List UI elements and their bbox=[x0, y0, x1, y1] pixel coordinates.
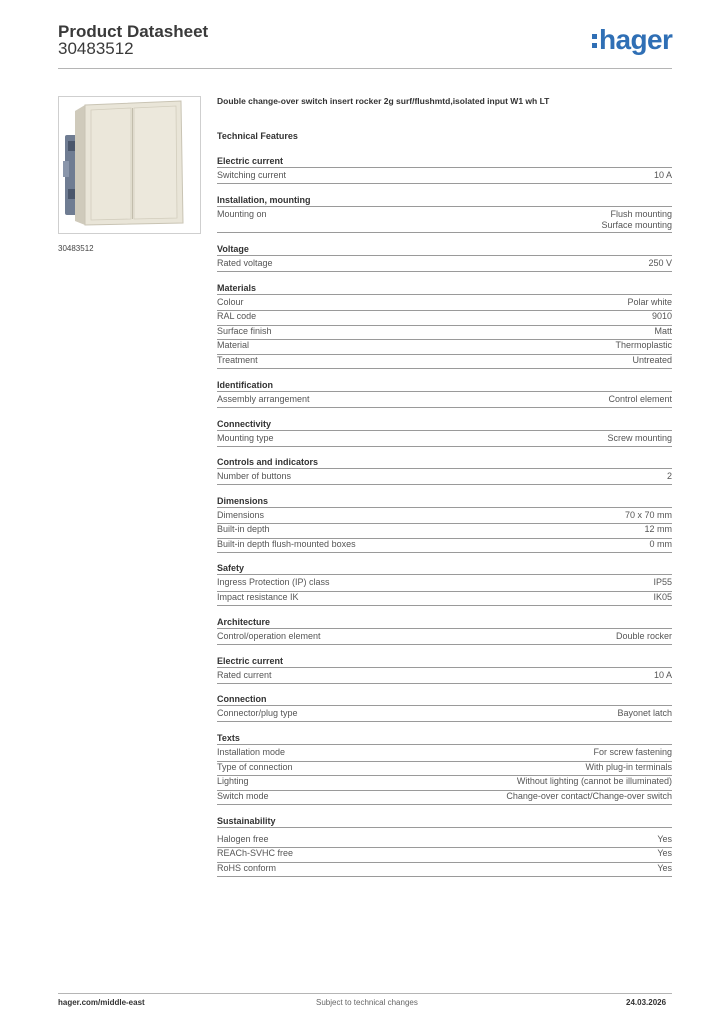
spec-value: 12 mm bbox=[644, 524, 672, 534]
spec-value: Yes bbox=[657, 863, 672, 873]
spec-row bbox=[217, 326, 672, 340]
spec-row bbox=[217, 848, 672, 863]
spec-value: Untreated bbox=[632, 355, 672, 365]
spec-row bbox=[217, 834, 672, 848]
logo-colon-icon bbox=[592, 31, 597, 48]
spec-label: Mounting type bbox=[217, 433, 274, 443]
section-title-texts: Texts bbox=[217, 733, 672, 745]
spec-value bbox=[601, 209, 672, 232]
page-title: Product Datasheet bbox=[58, 22, 209, 41]
spec-label: Assembly arrangement bbox=[217, 394, 310, 404]
spec-label: Mounting on bbox=[217, 209, 267, 219]
spec-label: Built-in depth flush-mounted boxes bbox=[217, 539, 356, 549]
spec-label: Installation mode bbox=[217, 747, 286, 757]
spec-label: Dimensions bbox=[217, 510, 265, 520]
product-description: Double change-over switch insert rocker 2g surf/flushmtd,isolated input W1 wh LT bbox=[217, 96, 550, 106]
product-image bbox=[58, 96, 201, 234]
footer-website: hager.com/middle-east bbox=[58, 998, 145, 1007]
spec-value: Polar white bbox=[627, 297, 672, 307]
spec-label: Surface finish bbox=[217, 326, 272, 336]
spec-label: Control/operation element bbox=[217, 631, 321, 641]
section-title-voltage: Voltage bbox=[217, 244, 672, 256]
section-title-connectivity: Connectivity bbox=[217, 419, 672, 431]
spec-row bbox=[217, 258, 672, 272]
spec-value: 10 A bbox=[653, 670, 672, 680]
spec-label: Rated voltage bbox=[217, 258, 273, 268]
spec-row bbox=[217, 708, 672, 722]
hager-logo bbox=[592, 26, 672, 54]
logo-text: hager bbox=[599, 24, 673, 55]
section-title-electric-current: Electric current bbox=[217, 156, 672, 168]
spec-label: REACh-SVHC free bbox=[217, 848, 294, 858]
spec-label: Type of connection bbox=[217, 762, 293, 772]
section-title-sustainability: Sustainability bbox=[217, 816, 672, 828]
spec-value: 70 x 70 mm bbox=[624, 510, 672, 520]
spec-row bbox=[217, 311, 672, 326]
spec-label: Material bbox=[217, 340, 250, 350]
spec-value: Without lighting (cannot be illuminated) bbox=[516, 776, 672, 786]
section-title-identification: Identification bbox=[217, 380, 672, 392]
spec-label: Switch mode bbox=[217, 791, 269, 801]
spec-value: 0 mm bbox=[649, 539, 672, 549]
spec-value: Screw mounting bbox=[607, 433, 672, 443]
spec-value: 2 bbox=[666, 471, 672, 481]
section-title-controls: Controls and indicators bbox=[217, 457, 672, 469]
spec-row bbox=[217, 776, 672, 791]
technical-features-heading: Technical Features bbox=[217, 131, 298, 141]
spec-value: Yes bbox=[657, 834, 672, 844]
spec-value: Change-over contact/Change-over switch bbox=[506, 791, 672, 801]
section-title-architecture: Architecture bbox=[217, 617, 672, 629]
spec-label: RoHS conform bbox=[217, 863, 277, 873]
footer-notice: Subject to technical changes bbox=[316, 998, 418, 1007]
spec-row bbox=[217, 747, 672, 762]
header-divider bbox=[58, 68, 672, 69]
spec-value-line: Flush mounting bbox=[610, 209, 672, 219]
spec-label: Lighting bbox=[217, 776, 249, 786]
spec-row bbox=[217, 577, 672, 592]
section-title-materials: Materials bbox=[217, 283, 672, 295]
spec-label: Ingress Protection (IP) class bbox=[217, 577, 330, 587]
spec-value: Matt bbox=[654, 326, 672, 336]
footer-date: 24.03.2026 bbox=[626, 998, 667, 1007]
spec-value: Yes bbox=[657, 848, 672, 858]
spec-row bbox=[217, 863, 672, 877]
spec-row bbox=[217, 355, 672, 369]
product-number: 30483512 bbox=[58, 39, 134, 58]
section-title-connection: Connection bbox=[217, 694, 672, 706]
spec-label: Impact resistance IK bbox=[217, 592, 299, 602]
spec-row bbox=[217, 631, 672, 645]
spec-label: Halogen free bbox=[217, 834, 269, 844]
spec-label: Switching current bbox=[217, 170, 287, 180]
spec-label: RAL code bbox=[217, 311, 257, 321]
section-title-dimensions: Dimensions bbox=[217, 496, 672, 508]
spec-row bbox=[217, 670, 672, 684]
spec-row bbox=[217, 524, 672, 539]
spec-value: Bayonet latch bbox=[617, 708, 672, 718]
image-caption: 30483512 bbox=[58, 244, 94, 253]
spec-label: Number of buttons bbox=[217, 471, 292, 481]
spec-row bbox=[217, 762, 672, 776]
spec-row bbox=[217, 471, 672, 485]
spec-value: With plug-in terminals bbox=[585, 762, 672, 772]
spec-value: IK05 bbox=[653, 592, 672, 602]
spec-value: Double rocker bbox=[615, 631, 672, 641]
spec-label: Colour bbox=[217, 297, 244, 307]
spec-row bbox=[217, 394, 672, 408]
switch-product-icon bbox=[59, 97, 200, 233]
section-title-electric-current-2: Electric current bbox=[217, 656, 672, 668]
spec-label: Treatment bbox=[217, 355, 258, 365]
spec-row bbox=[217, 340, 672, 355]
spec-value-line: Surface mounting bbox=[601, 220, 672, 230]
spec-row bbox=[217, 510, 672, 524]
section-title-installation: Installation, mounting bbox=[217, 195, 672, 207]
footer-divider bbox=[58, 993, 672, 994]
spec-value: Control element bbox=[608, 394, 672, 404]
spec-row bbox=[217, 209, 672, 233]
spec-row bbox=[217, 592, 672, 606]
spec-value: 9010 bbox=[651, 311, 672, 321]
spec-value: 10 A bbox=[653, 170, 672, 180]
spec-value: IP55 bbox=[653, 577, 672, 587]
spec-row bbox=[217, 433, 672, 447]
spec-row bbox=[217, 791, 672, 805]
spec-value: 250 V bbox=[648, 258, 672, 268]
spec-row bbox=[217, 539, 672, 553]
spec-label: Built-in depth bbox=[217, 524, 270, 534]
spec-row bbox=[217, 170, 672, 184]
section-title-safety: Safety bbox=[217, 563, 672, 575]
spec-value: Thermoplastic bbox=[615, 340, 672, 350]
spec-value: For screw fastening bbox=[593, 747, 672, 757]
spec-row bbox=[217, 297, 672, 311]
spec-label: Rated current bbox=[217, 670, 272, 680]
spec-label: Connector/plug type bbox=[217, 708, 298, 718]
